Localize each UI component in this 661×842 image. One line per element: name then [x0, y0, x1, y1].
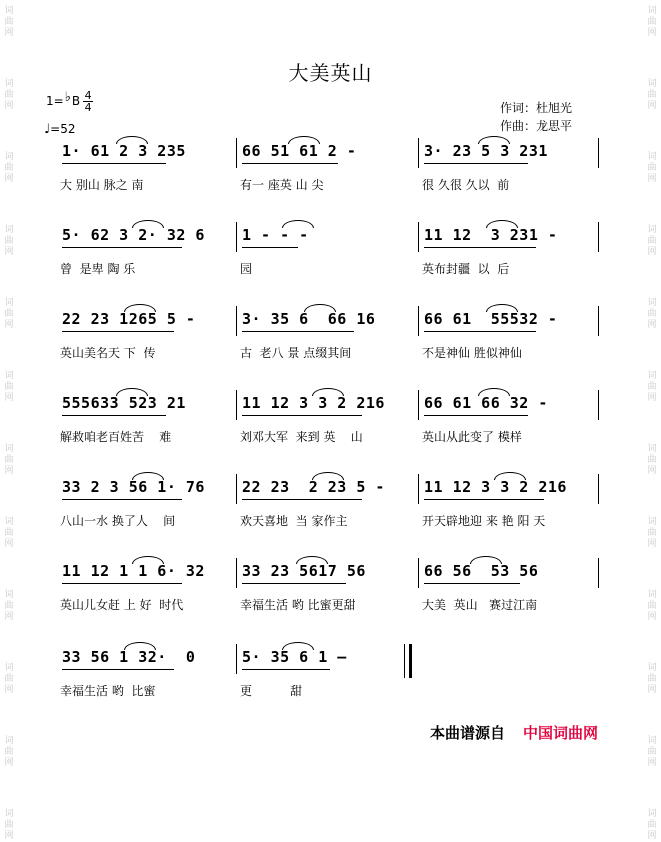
measure-notes: 66 61 66 32 -: [424, 394, 548, 412]
watermark-glyph: 曲: [4, 17, 14, 27]
composer: 作曲：龙思平: [500, 119, 573, 133]
barline: [598, 138, 599, 168]
watermark-glyph: 词: [4, 6, 14, 16]
source-credit: [430, 722, 598, 743]
slur-mark: [132, 472, 164, 480]
watermark-glyph: 词: [647, 79, 657, 89]
watermark-glyph: 曲: [4, 528, 14, 538]
beam-underline: [62, 583, 182, 584]
watermark-mark: [647, 736, 656, 769]
beam-underline: [424, 331, 536, 332]
barline: [236, 306, 237, 336]
beam-underline: [242, 331, 354, 332]
watermark-glyph: 曲: [647, 309, 657, 319]
lyricist: 作词：杜旭光: [500, 101, 573, 115]
measure-notes: 1 - - -: [242, 226, 309, 244]
beam-underline: [242, 163, 338, 164]
measure-lyrics: 不是神仙 胜似神仙: [422, 346, 522, 360]
key-signature: [46, 90, 93, 113]
measure-notes: 66 56 53 56: [424, 562, 539, 580]
slur-mark: [288, 136, 320, 144]
barline: [598, 474, 599, 504]
watermark-mark: [4, 809, 13, 842]
watermark-glyph: 网: [647, 28, 657, 38]
slur-mark: [116, 388, 148, 396]
barline: [418, 390, 419, 420]
watermark-glyph: 曲: [4, 382, 14, 392]
watermark-glyph: 词: [647, 298, 657, 308]
beam-underline: [242, 247, 298, 248]
measure-notes: 3· 23 5 3 231: [424, 142, 548, 160]
watermark-glyph: 曲: [647, 382, 657, 392]
beam-underline: [424, 415, 528, 416]
time-signature: [83, 90, 93, 113]
beam-underline: [424, 247, 536, 248]
watermark-glyph: 曲: [4, 163, 14, 173]
beam-underline: [242, 669, 330, 670]
watermark-glyph: 曲: [4, 90, 14, 100]
measure-notes: 33 23 5617 56: [242, 562, 366, 580]
barline: [236, 644, 237, 674]
watermark-glyph: 词: [4, 298, 14, 308]
measure-notes: 5· 62 3 2· 32 6: [62, 226, 205, 244]
watermark-glyph: 曲: [647, 747, 657, 757]
watermark-mark: [4, 298, 13, 331]
watermark-glyph: 网: [4, 28, 14, 38]
barline: [418, 558, 419, 588]
measure-notes: 3· 35 6 66 16: [242, 310, 376, 328]
final-barline: [404, 644, 412, 678]
barline: [236, 138, 237, 168]
watermark-mark: [647, 517, 656, 550]
beam-underline: [62, 163, 166, 164]
watermark-glyph: 词: [647, 590, 657, 600]
watermark-mark: [4, 517, 13, 550]
measure-notes: 11 12 1 1 6· 32: [62, 562, 205, 580]
measure-lyrics: 开天辟地迎 来 艳 阳 天: [422, 514, 546, 528]
beam-underline: [242, 583, 346, 584]
watermark-glyph: 网: [647, 174, 657, 184]
watermark-mark: [4, 371, 13, 404]
slur-mark: [486, 304, 518, 312]
watermark-glyph: 曲: [4, 820, 14, 830]
barline: [598, 306, 599, 336]
watermark-glyph: 网: [647, 101, 657, 111]
watermark-mark: [647, 6, 656, 39]
watermark-glyph: 词: [4, 809, 14, 819]
beam-underline: [62, 247, 182, 248]
slur-mark: [282, 220, 314, 228]
watermark-glyph: 网: [647, 539, 657, 549]
slur-mark: [486, 220, 518, 228]
watermark-glyph: 词: [4, 517, 14, 527]
watermark-glyph: 词: [4, 590, 14, 600]
watermark-glyph: 词: [4, 371, 14, 381]
watermark-mark: [647, 809, 656, 842]
watermark-glyph: 网: [647, 612, 657, 622]
slur-mark: [282, 642, 314, 650]
watermark-mark: [647, 590, 656, 623]
measure-notes: 66 51 61 2 -: [242, 142, 357, 160]
slur-mark: [124, 304, 156, 312]
beam-underline: [424, 583, 520, 584]
watermark-mark: [647, 444, 656, 477]
watermark-glyph: 词: [4, 79, 14, 89]
slur-mark: [296, 556, 328, 564]
watermark-mark: [4, 590, 13, 623]
barline: [418, 474, 419, 504]
watermark-glyph: 词: [647, 152, 657, 162]
watermark-left: [1, 0, 17, 841]
watermark-glyph: 网: [647, 320, 657, 330]
watermark-mark: [4, 6, 13, 39]
measure-notes: 555633 523 21: [62, 394, 186, 412]
slur-mark: [116, 136, 148, 144]
watermark-glyph: 曲: [647, 674, 657, 684]
watermark-right: [644, 0, 660, 841]
watermark-glyph: 网: [647, 685, 657, 695]
measure-notes: 22 23 1265 5 -: [62, 310, 196, 328]
watermark-glyph: 词: [4, 444, 14, 454]
watermark-glyph: 词: [647, 6, 657, 16]
watermark-glyph: 词: [4, 663, 14, 673]
time-top: 4: [84, 89, 92, 102]
watermark-mark: [4, 152, 13, 185]
barline: [236, 222, 237, 252]
watermark-glyph: 曲: [4, 309, 14, 319]
slur-mark: [494, 472, 526, 480]
beam-underline: [242, 415, 362, 416]
slur-mark: [304, 304, 336, 312]
watermark-glyph: 曲: [647, 601, 657, 611]
key-note: B: [71, 94, 81, 108]
watermark-glyph: 曲: [647, 455, 657, 465]
beam-underline: [62, 669, 174, 670]
watermark-glyph: 词: [4, 736, 14, 746]
barline: [598, 390, 599, 420]
measure-lyrics: 更 甜: [240, 684, 303, 698]
barline: [598, 222, 599, 252]
watermark-glyph: 网: [4, 320, 14, 330]
barline: [418, 138, 419, 168]
watermark-glyph: 曲: [647, 90, 657, 100]
watermark-mark: [647, 663, 656, 696]
watermark-glyph: 网: [4, 685, 14, 695]
slur-mark: [312, 472, 344, 480]
barline: [598, 558, 599, 588]
watermark-glyph: 曲: [647, 820, 657, 830]
slur-mark: [312, 388, 344, 396]
watermark-glyph: 词: [647, 809, 657, 819]
watermark-glyph: 曲: [647, 528, 657, 538]
watermark-mark: [4, 663, 13, 696]
beam-underline: [424, 163, 528, 164]
measure-notes: 33 56 1 32· 0: [62, 648, 196, 666]
tempo-mark: [44, 122, 75, 137]
measure-notes: 11 12 3 231 -: [424, 226, 558, 244]
measure-lyrics: 英布封疆 以 后: [422, 262, 510, 276]
measure-notes: 66 61 55532 -: [424, 310, 558, 328]
watermark-mark: [4, 444, 13, 477]
barline: [236, 558, 237, 588]
barline: [418, 222, 419, 252]
watermark-mark: [4, 736, 13, 769]
measure-lyrics: 大美 英山 赛过江南: [422, 598, 538, 612]
source-label: 本曲谱源自: [430, 724, 506, 742]
beam-underline: [242, 499, 362, 500]
key-prefix: 1=: [46, 94, 64, 108]
watermark-glyph: 曲: [647, 163, 657, 173]
watermark-glyph: 网: [4, 831, 14, 841]
measure-lyrics: 欢天喜地 当 家作主: [240, 514, 348, 528]
watermark-glyph: 词: [647, 517, 657, 527]
measure-lyrics: 英山美名天 下 传: [60, 346, 156, 360]
watermark-glyph: 词: [647, 444, 657, 454]
watermark-glyph: 网: [4, 466, 14, 476]
watermark-glyph: 曲: [4, 674, 14, 684]
slur-mark: [478, 388, 510, 396]
measure-notes: 33 2 3 56 1· 76: [62, 478, 205, 496]
tempo-value: =52: [50, 122, 76, 136]
source-site-link[interactable]: 中国词曲网: [523, 724, 599, 742]
measure-lyrics: 大 别山 脉之 南: [60, 178, 144, 192]
watermark-mark: [647, 225, 656, 258]
barline: [236, 474, 237, 504]
measure-lyrics: 刘邓大军 来到 英 山: [240, 430, 363, 444]
watermark-glyph: 词: [4, 225, 14, 235]
measure-lyrics: 有一 座英 山 尖: [240, 178, 324, 192]
barline: [418, 306, 419, 336]
beam-underline: [62, 331, 174, 332]
measure-notes: 11 12 3 3 2 216: [242, 394, 385, 412]
watermark-mark: [4, 225, 13, 258]
watermark-glyph: 网: [4, 539, 14, 549]
watermark-glyph: 网: [4, 247, 14, 257]
watermark-mark: [647, 371, 656, 404]
barline: [236, 390, 237, 420]
watermark-glyph: 词: [647, 225, 657, 235]
slur-mark: [470, 556, 502, 564]
watermark-glyph: 网: [4, 174, 14, 184]
watermark-glyph: 曲: [4, 236, 14, 246]
slur-mark: [478, 136, 510, 144]
watermark-glyph: 网: [4, 758, 14, 768]
beam-underline: [62, 499, 182, 500]
credits: [500, 99, 572, 135]
beam-underline: [62, 415, 166, 416]
watermark-glyph: 曲: [647, 236, 657, 246]
watermark-glyph: 词: [4, 152, 14, 162]
slur-mark: [132, 220, 164, 228]
measure-notes: 1· 61 2 3 235: [62, 142, 186, 160]
measure-lyrics: 英山从此变了 模样: [422, 430, 522, 444]
slur-mark: [132, 556, 164, 564]
measure-lyrics: 曾 是卑 陶 乐: [60, 262, 136, 276]
measure-lyrics: 古 老八 景 点缀其间: [240, 346, 352, 360]
watermark-mark: [647, 152, 656, 185]
watermark-glyph: 词: [647, 736, 657, 746]
measure-lyrics: 幸福生活 哟 比蜜更甜: [240, 598, 356, 612]
time-bottom: 4: [84, 101, 92, 114]
watermark-glyph: 词: [647, 663, 657, 673]
measure-lyrics: 解救咱老百姓苦 难: [60, 430, 172, 444]
watermark-glyph: 网: [647, 393, 657, 403]
watermark-glyph: 网: [4, 612, 14, 622]
flat-sign: ♭: [64, 90, 71, 105]
quarter-note-icon: ♩: [44, 122, 51, 137]
measure-lyrics: 园: [240, 262, 253, 276]
watermark-glyph: 网: [4, 393, 14, 403]
slur-mark: [124, 642, 156, 650]
watermark-glyph: 曲: [647, 17, 657, 27]
watermark-glyph: 词: [647, 371, 657, 381]
watermark-glyph: 网: [647, 831, 657, 841]
watermark-glyph: 网: [647, 758, 657, 768]
watermark-glyph: 曲: [4, 601, 14, 611]
beam-underline: [424, 499, 544, 500]
measure-lyrics: 八山一水 换了人 间: [60, 514, 176, 528]
measure-notes: 22 23 2 23 5 -: [242, 478, 385, 496]
measure-notes: 5· 35 6 1 —: [242, 648, 347, 666]
measure-lyrics: 英山儿女赶 上 好 时代: [60, 598, 184, 612]
measure-notes: 11 12 3 3 2 216: [424, 478, 567, 496]
measure-lyrics: 幸福生活 哟 比蜜: [60, 684, 156, 698]
measure-lyrics: 很 久很 久以 前: [422, 178, 510, 192]
watermark-glyph: 曲: [4, 747, 14, 757]
song-title: 大美英山: [288, 61, 373, 85]
watermark-mark: [647, 298, 656, 331]
watermark-glyph: 网: [647, 466, 657, 476]
watermark-glyph: 网: [4, 101, 14, 111]
watermark-glyph: 曲: [4, 455, 14, 465]
watermark-glyph: 网: [647, 247, 657, 257]
